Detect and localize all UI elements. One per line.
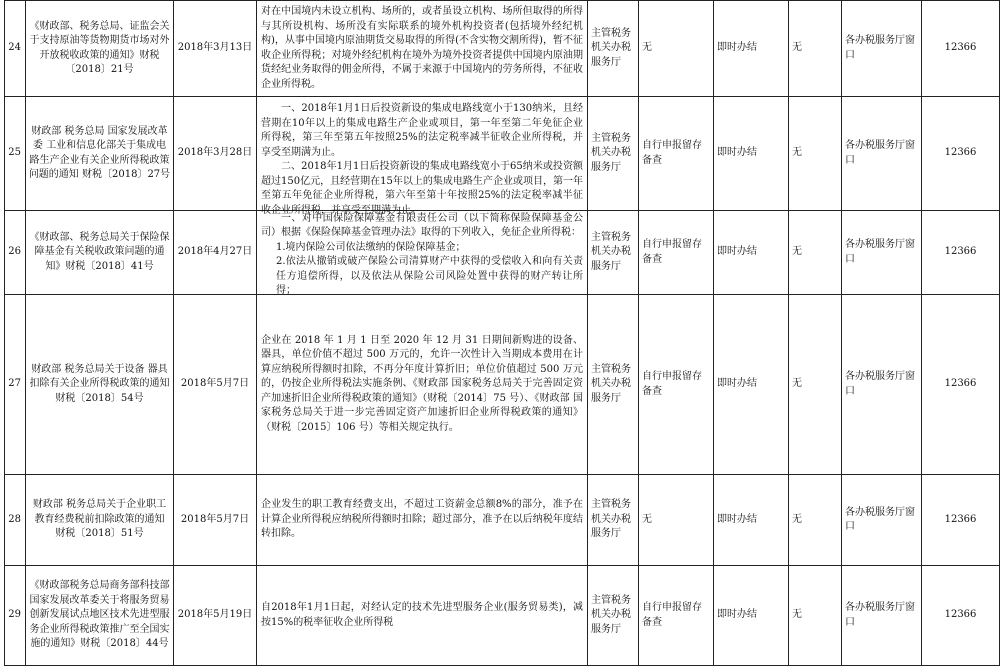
fee: 无 [789, 295, 842, 475]
row-index: 28 [5, 475, 26, 566]
service-location: 各办税服务厅窗口 [842, 295, 922, 475]
handling-method: 自行申报留存备查 [639, 97, 714, 211]
hotline: 12366 [922, 97, 1000, 211]
hotline: 12366 [922, 475, 1000, 566]
row-index: 24 [5, 1, 26, 97]
service-location: 各办税服务厅窗口 [842, 211, 922, 295]
table-row [5, 566, 1000, 666]
fee: 无 [789, 1, 842, 97]
content-paragraph: 2.依法从撤销或破产保险公司清算财产中获得的受偿收入和向有关责任方追偿所得，以及依法从保险公司风险处置中获得的财产转让所得； [276, 256, 583, 296]
content-paragraph: 企业在 2018 年 1 月 1 日至 2020 年 12 月 31 日期间新购进的设备、器具，单位价值不超过 500 万元的，允许一次性计入当期成本费用在计算应纳税所得额时扣除，不再分年度计算折旧；单位价值超过 500 万元的，仍按企业所得税法实施条例、《财政部 国家税务总局关于完善固定资产加速折旧企业所得税政策的通知》（财税〔2014〕75 号）、《财政部 国家税务总局关于进一步完善固定资产加速折旧企业所得税政策的通知》（财税〔2015〕106 号）等相关规定执行。 [261, 334, 583, 433]
processing-time: 即时办结 [714, 295, 789, 475]
policy-title: 《财政部、税务总局、证监会关于支持原油等货物期货市场对外开放税收政策的通知》财税〔2018〕21号 [26, 1, 174, 97]
issue-date: 2018年5月7日 [174, 475, 257, 566]
table-row [5, 475, 1000, 566]
table-row [5, 97, 1000, 211]
processing-time: 即时办结 [714, 97, 789, 211]
policy-title: 《财政部、税务总局关于保险保障基金有关税收政策问题的通知》财税〔2018〕41号 [26, 211, 174, 295]
hotline: 12366 [922, 295, 1000, 475]
content-paragraph: 二、2018年1月1日后投资新设的集成电路线宽小于65纳米或投资额超过150亿元，且经营期在15年以上的集成电路生产企业或项目，第一年至第五年免征企业所得税，第六年至第十年按照25%的法定税率减半征收企业所得税，并享受至期满为止。 [261, 161, 583, 216]
policy-title: 财政部 税务总局 国家发展改革委 工业和信息化部关于集成电路生产企业有关企业所得税政策问题的通知 财税〔2018〕27号 [26, 97, 174, 211]
table-row [5, 1, 1000, 97]
handling-office: 主管税务机关办税服务厅 [588, 566, 639, 666]
policy-content [257, 475, 588, 566]
content-paragraph: 对在中国境内未设立机构、场所的，或者虽设立机构、场所但取得的所得与其所设机构、场所没有实际联系的境外机构投资者(包括境外经纪机构)，从事中国境内原油期货交易取得的所得(不含实物交割所得)，暂不征收企业所得税；对境外经纪机构在境外为境外投资者提供中国境内原油期货经纪业务取得的佣金所得，不属于来源于中国境内的劳务所得，不征收企业所得税。 [261, 6, 583, 90]
content-paragraph: 一、2018年1月1日后投资新设的集成电路线宽小于130纳米，且经营期在10年以上的集成电路生产企业或项目，第一年至第二年免征企业所得税，第三年至第五年按照25%的法定税率减半征收企业所得税，并享受至期满为止。 [261, 103, 583, 158]
row-index: 29 [5, 566, 26, 666]
handling-method: 自行申报留存备查 [639, 211, 714, 295]
issue-date: 2018年3月28日 [174, 97, 257, 211]
hotline: 12366 [922, 1, 1000, 97]
policy-content [257, 97, 588, 216]
handling-method: 自行申报留存备查 [639, 566, 714, 666]
content-paragraph: 1.境内保险公司依法缴纳的保险保障基金； [276, 241, 466, 253]
fee: 无 [789, 475, 842, 566]
handling-office: 主管税务机关办税服务厅 [588, 97, 639, 211]
policy-content [257, 566, 588, 666]
hotline: 12366 [922, 566, 1000, 666]
service-location: 各办税服务厅窗口 [842, 97, 922, 211]
content-paragraph: 一、对中国保险保障基金有限责任公司（以下简称保险保障基金公司）根据《保险保障基金管理办法》取得的下列收入，免征企业所得税： [261, 212, 583, 238]
service-location: 各办税服务厅窗口 [842, 1, 922, 97]
policy-title: 财政部 税务总局关于设备 器具扣除有关企业所得税政策的通知 财税〔2018〕54号 [26, 295, 174, 475]
handling-method: 无 [639, 1, 714, 97]
policy-content [257, 295, 588, 475]
table-row [5, 295, 1000, 475]
processing-time: 即时办结 [714, 1, 789, 97]
content-paragraph: 企业发生的职工教育经费支出，不超过工资薪金总额8%的部分，准予在计算企业所得税应纳税所得额时扣除；超过部分，准予在以后纳税年度结转扣除。 [261, 499, 583, 540]
fee: 无 [789, 97, 842, 211]
hotline: 12366 [922, 211, 1000, 295]
service-location: 各办税服务厅窗口 [842, 566, 922, 666]
issue-date: 2018年3月13日 [174, 1, 257, 97]
handling-office: 主管税务机关办税服务厅 [588, 1, 639, 97]
row-index: 27 [5, 295, 26, 475]
handling-method: 无 [639, 475, 714, 566]
row-index: 25 [5, 97, 26, 211]
issue-date: 2018年5月19日 [174, 566, 257, 666]
processing-time: 即时办结 [714, 211, 789, 295]
table-row [5, 211, 1000, 295]
issue-date: 2018年5月7日 [174, 295, 257, 475]
policy-title: 财政部 税务总局关于企业职工教育经费税前扣除政策的通知 财税〔2018〕51号 [26, 475, 174, 566]
policy-content [257, 1, 588, 97]
handling-office: 主管税务机关办税服务厅 [588, 211, 639, 295]
handling-office: 主管税务机关办税服务厅 [588, 475, 639, 566]
processing-time: 即时办结 [714, 475, 789, 566]
service-location: 各办税服务厅窗口 [842, 475, 922, 566]
handling-method: 自行申报留存备查 [639, 295, 714, 475]
tax-policy-table [4, 0, 1000, 666]
processing-time: 即时办结 [714, 566, 789, 666]
fee: 无 [789, 211, 842, 295]
policy-content [257, 211, 588, 295]
content-paragraph: 自2018年1月1日起，对经认定的技术先进型服务企业(服务贸易类)，减按15%的税率征收企业所得税 [261, 602, 583, 628]
fee: 无 [789, 566, 842, 666]
policy-title: 《财政部税务总局商务部科技部国家发展改革委关于将服务贸易创新发展试点地区技术先进型服务企业所得税政策推广至全国实施的通知》财税〔2018〕44号 [26, 566, 174, 666]
row-index: 26 [5, 211, 26, 295]
issue-date: 2018年4月27日 [174, 211, 257, 295]
handling-office: 主管税务机关办税服务厅 [588, 295, 639, 475]
